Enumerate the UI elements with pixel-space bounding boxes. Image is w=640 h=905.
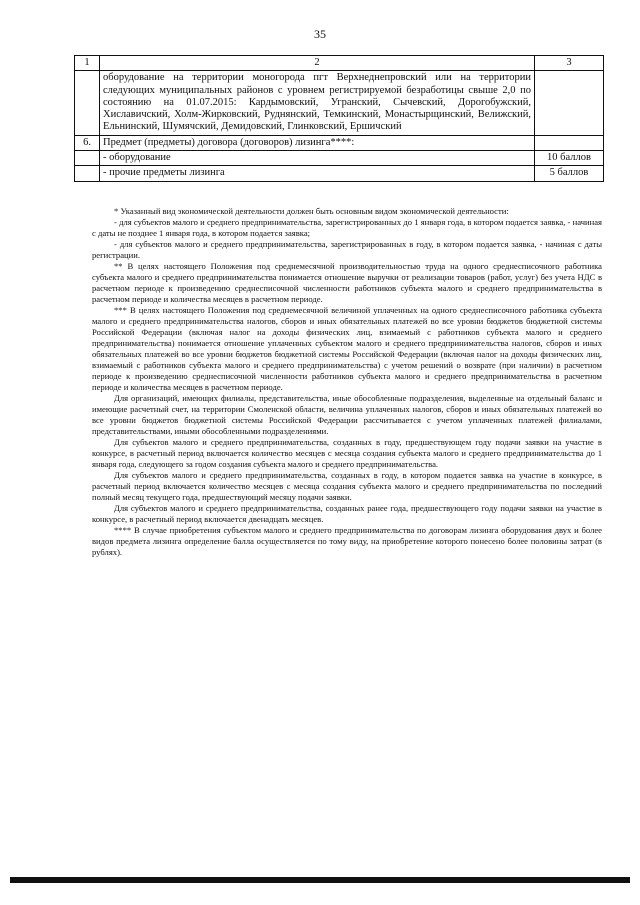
row-title: Предмет (предметы) договора (договоров) лизинга****: — [100, 135, 535, 150]
footnote-paragraph: - для субъектов малого и среднего предпринимательства, зарегистрированных до 1 января года, в котором подается заявка, - начиная с даты не позднее 1 января года, в котором подается заявка; — [92, 217, 602, 238]
scan-edge-bar — [10, 877, 630, 883]
table-row — [75, 166, 604, 181]
table-cell-empty — [535, 135, 604, 150]
table-cell-empty — [535, 71, 604, 135]
header-col-1: 1 — [75, 56, 100, 71]
footnote-paragraph: ** В целях настоящего Положения под среднемесячной производительностью труда на одного среднесписочного работника субъекта малого и среднего предпринимательства понимается отношение выручки от реализации товаров (работ, услуг) без учета НДС в расчетном периоде к произведению среднесписочной численности работников субъекта малого и среднего предпринимательства в расчетном периоде и количества месяцев в расчетном периоде. — [92, 261, 602, 304]
page-number: 35 — [314, 27, 326, 41]
footnote-paragraph: Для организаций, имеющих филиалы, представительства, иные обособленные подразделения, выделенные на отдельный баланс и имеющие расчетный счет, на территории Смоленской области, величина уплаченных налогов, сборов и иных обязательных платежей во все уровни бюджетов бюджетной системы Российской Федерации рассчитывается с учетом уплаченных платежей филиалами, представительствами, иными обособленными подразделениями. — [92, 393, 602, 436]
item-score: 10 баллов — [535, 151, 604, 166]
footnote-paragraph: *** В целях настоящего Положения под среднемесячной величиной уплаченных на одного среднесписочного работника субъекта малого и среднего предпринимательства налогов, сборов и иных обязательных платежей во все уровни бюджетов бюджетной системы Российской Федерации (включая налог на доходы физических лиц, взимаемый с работников субъекта малого и среднего предпринимательства) понимается отношение уплаченных субъектом малого и среднего предпринимательства налогов, сборов и иных обязательных платежей во все уровни бюджетов бюджетной системы Российской Федерации (включая налог на доходы физических лиц, взимаемый с работников субъекта малого и среднего предпринимательства) с учетом решений о возврате (при наличии) в расчетном периоде к произведению среднесписочной численности работников субъекта малого и среднего предпринимательства в расчетном периоде и количества месяцев в расчетном периоде. — [92, 305, 602, 392]
footnote-paragraph: - для субъектов малого и среднего предпринимательства, зарегистрированных в году, в котором подается заявка, - начиная с даты регистрации. — [92, 239, 602, 260]
row-number: 6. — [75, 135, 100, 150]
footnote-paragraph: Для субъектов малого и среднего предпринимательства, созданных в году, предшествующем году подачи заявки на участие в конкурсе, в расчетный период включается количество месяцев с месяца создания субъекта малого и среднего предпринимательства до 1 января года, следующего за годом создания субъекта малого и среднего предпринимательства. — [92, 437, 602, 469]
item-label: - оборудование — [100, 151, 535, 166]
criteria-table — [74, 55, 604, 182]
header-col-3: 3 — [535, 56, 604, 71]
footnote-paragraph: * Указанный вид экономической деятельности должен быть основным видом экономической деятельности: — [114, 206, 509, 216]
header-col-2: 2 — [100, 56, 535, 71]
footnote-paragraph: **** В случае приобретения субъектом малого и среднего предпринимательства по договорам лизинга оборудования двух и более видов предмета лизинга определение балла осуществляется по тому виду, на приобретение которого понесено более половины затрат (в рублях). — [92, 525, 602, 557]
footnote-paragraph: Для субъектов малого и среднего предпринимательства, созданных в году, в котором подается заявка на участие в конкурсе, в расчетный период включается количество месяцев с месяца создания субъекта малого и среднего предпринимательства по последний полный месяц текущего года, предшествующий месяцу подачи заявки. — [92, 470, 602, 502]
table-cell-empty — [75, 166, 100, 181]
table-row — [75, 135, 604, 150]
table-row — [75, 71, 604, 135]
table-header-row — [75, 56, 604, 71]
footnotes — [92, 206, 602, 558]
item-label: - прочие предметы лизинга — [100, 166, 535, 181]
footnote-paragraph: Для субъектов малого и среднего предпринимательства, созданных ранее года, предшествующего году подачи заявки на участие в конкурсе, в расчетный период включается двенадцать месяцев. — [92, 503, 602, 524]
item-score: 5 баллов — [535, 166, 604, 181]
table-row — [75, 151, 604, 166]
continuation-text: оборудование на территории моногорода пгт Верхнеднепровский или на территории следующих муниципальных районов с уровнем регистрируемой безработицы свыше 2,0 по состоянию на 01.07.2015: Кардымовский, Угранский, Сычевский, Дорогобужский, Хиславичский, Холм-Жирковский, Руднянский, Темкинский, Монастырщинский, Велижский, Ельнинский, Шумячский, Демидовский, Глинковский, Ершичский — [100, 71, 535, 135]
table-cell-empty — [75, 151, 100, 166]
table-cell-empty — [75, 71, 100, 135]
